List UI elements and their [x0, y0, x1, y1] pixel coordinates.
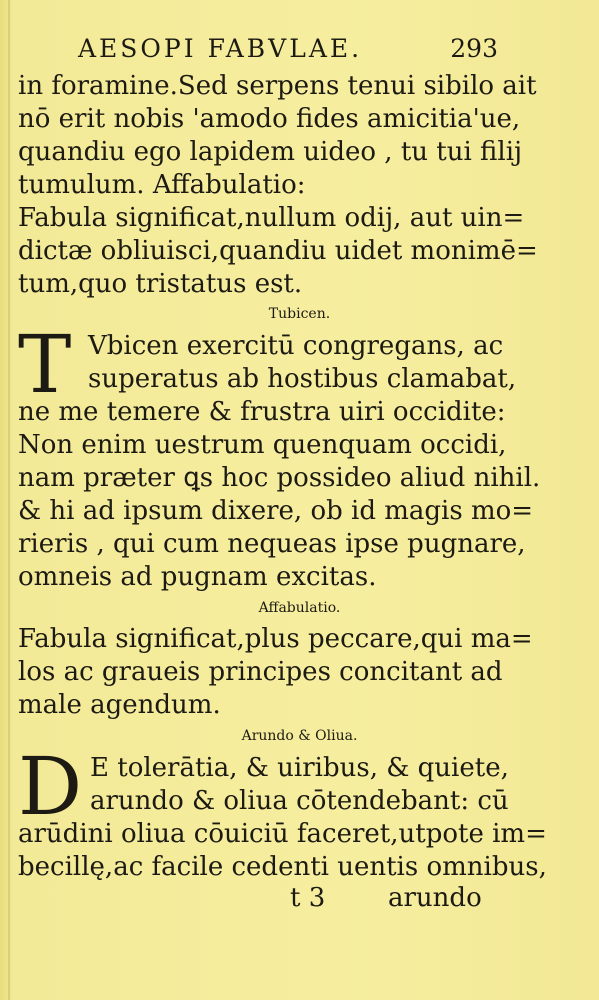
text-line: quandiu ego lapidem uideo , tu tui filij: [18, 137, 523, 167]
text-line: Non enim uestrum quenquam occidi,: [18, 430, 507, 460]
text-line: arūdini oliua cōuiciū faceret,utpote im=: [18, 819, 547, 849]
text-line: nō erit nobis 'amodo fides amicitia'ue,: [18, 104, 521, 134]
text-line: omneis ad pugnam excitas.: [18, 562, 377, 592]
text-line: in foramine.Sed serpens tenui sibilo ait: [18, 71, 537, 101]
text-line: becillę,ac facile cedenti uentis omnibus,: [18, 852, 547, 882]
section-title-tubicen: Tubicen.: [268, 306, 331, 322]
text-line: Fabula significat,plus peccare,qui ma=: [18, 624, 533, 654]
text-line: male agendum.: [18, 690, 221, 720]
section-title-arundo: Arundo & Oliua.: [241, 728, 358, 744]
signature-mark: t 3: [290, 883, 326, 913]
catchword: arundo: [388, 883, 482, 913]
page-gutter: [8, 0, 10, 1000]
text-line: tumulum. Affabulatio:: [18, 170, 306, 200]
text-line: E tolerātia, & uiribus, & quiete,: [90, 753, 509, 783]
text-line: arundo & oliua cōtendebant: cū: [90, 786, 509, 816]
text-line: superatus ab hostibus clamabat,: [88, 364, 517, 394]
text-line: nam præter ꝗs hoc possideo aliud nihil.: [18, 463, 541, 493]
text-line: dictæ obliuisci,quandiu uidet monimē=: [18, 236, 538, 266]
text-line: Fabula significat,nullum odij, aut uin=: [18, 203, 525, 233]
page-number: 293: [450, 34, 498, 63]
text-line: los ac graueis principes concitant ad: [18, 657, 503, 687]
text-line: Vbicen exercitū congregans, ac: [88, 331, 504, 361]
drop-cap-t: T: [18, 318, 72, 411]
text-line: rieris , qui cum nequeas ipse pugnare,: [18, 529, 526, 559]
running-title: AESOPI FABVLAE.: [78, 34, 363, 63]
section-title-affabulatio: Affabulatio.: [258, 600, 341, 616]
text-line: & hi ad ipsum dixere, ob id magis mo=: [18, 496, 534, 526]
drop-cap-d: D: [18, 740, 83, 833]
text-line: ne me temere & frustra uiri occidite:: [18, 397, 506, 427]
text-line: tum,quo tristatus est.: [18, 269, 303, 299]
running-header: [78, 34, 498, 63]
